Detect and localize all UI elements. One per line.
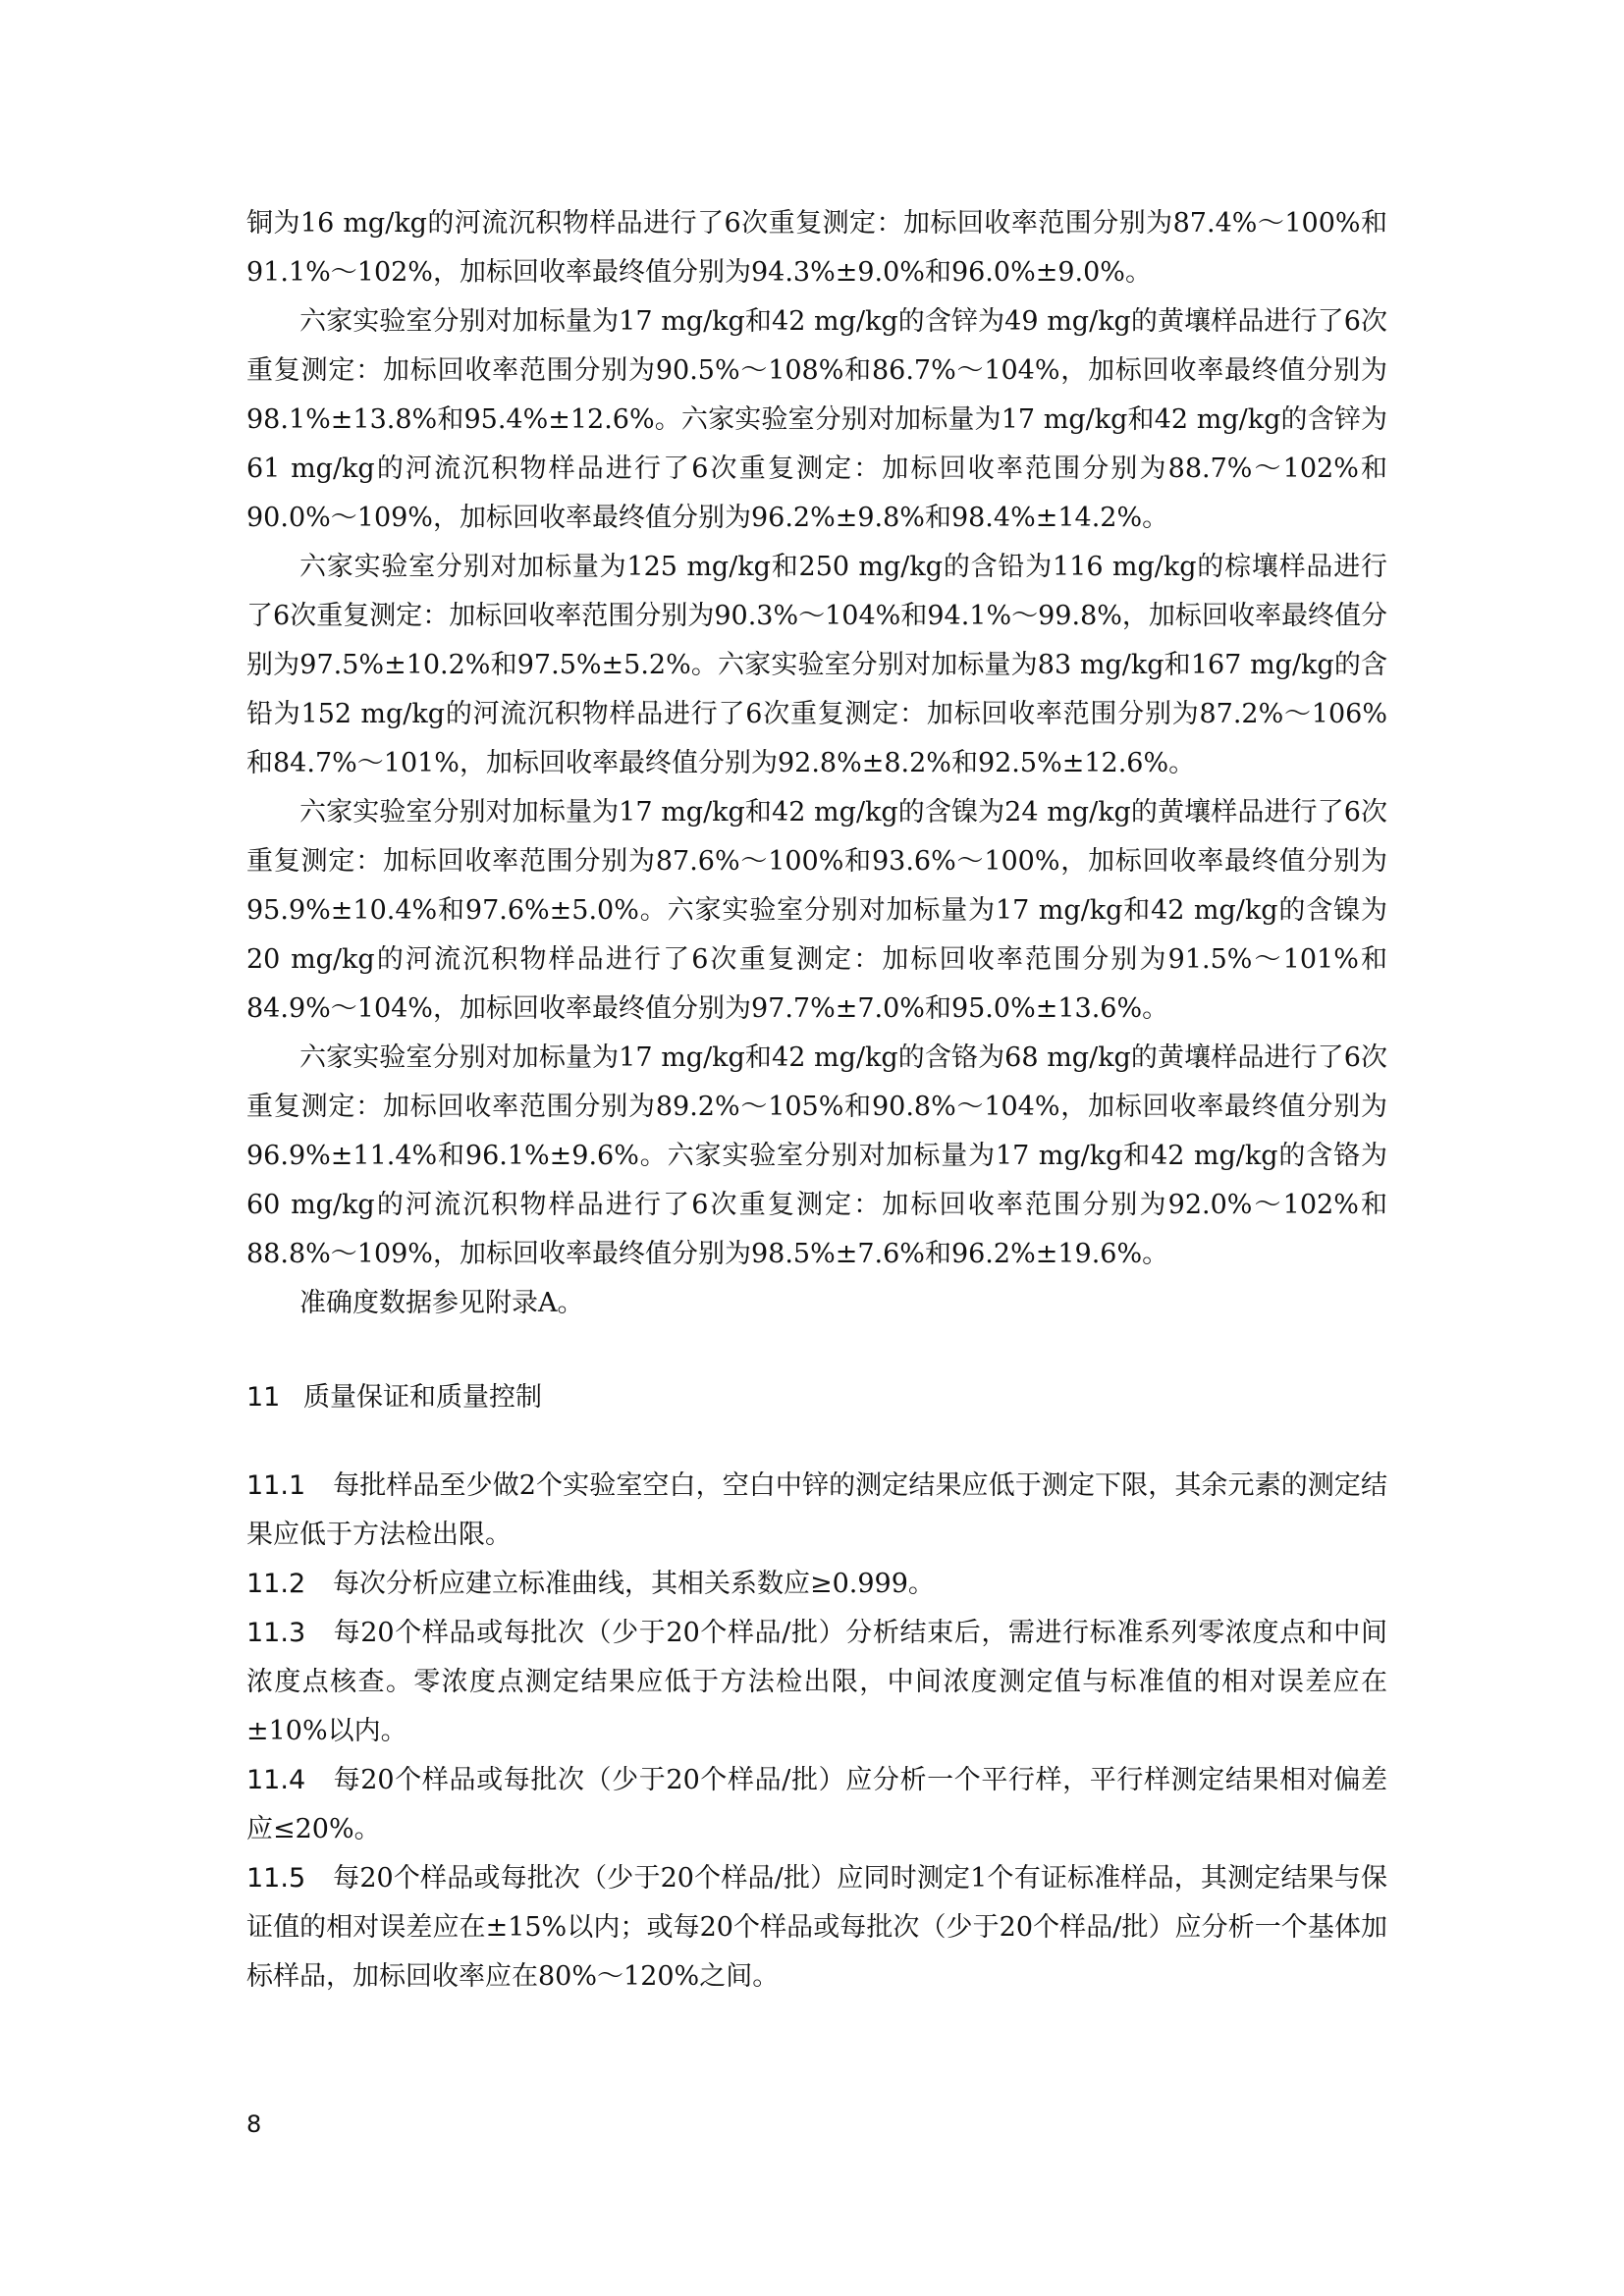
clause-text: 每批样品至少做2个实验室空白，空白中锌的测定结果应低于测定下限，其余元素的测定结果应低于方法检出限。 [246, 1470, 1387, 1550]
paragraph-zinc: 六家实验室分别对加标量为17 mg/kg和42 mg/kg的含锌为49 mg/kg的黄壤样品进行了6次重复测定：加标回收率范围分别为90.5%～108%和86.7%～104%，加标回收率最终值分别为98.1%±13.8%和95.4%±12.6%。六家实验室分别对加标量为17 mg/kg和42 mg/kg的含锌为61 mg/kg的河流沉积物样品进行了6次重复测定：加标回收率范围分别为88.7%～102%和90.0%～109%，加标回收率最终值分别为96.2%±9.8%和98.4%±14.2%。 [246, 306, 1387, 533]
clause-11-3 [246, 1609, 1387, 1756]
section-title: 质量保证和质量控制 [303, 1382, 542, 1413]
clause-text: 每次分析应建立标准曲线，其相关系数应≥0.999。 [333, 1569, 935, 1599]
page-body [246, 199, 1387, 2002]
clause-number: 11.2 [246, 1569, 306, 1599]
clause-number: 11.1 [246, 1470, 306, 1501]
clause-text: 每20个样品或每批次（少于20个样品/批）应分析一个平行样，平行样测定结果相对偏差应≤20%。 [246, 1765, 1387, 1844]
section-heading [246, 1373, 1387, 1422]
clause-number: 11.3 [246, 1618, 306, 1648]
paragraph-chromium: 六家实验室分别对加标量为17 mg/kg和42 mg/kg的含铬为68 mg/kg的黄壤样品进行了6次重复测定：加标回收率范围分别为89.2%～105%和90.8%～104%，加标回收率最终值分别为96.9%±11.4%和96.1%±9.6%。六家实验室分别对加标量为17 mg/kg和42 mg/kg的含铬为60 mg/kg的河流沉积物样品进行了6次重复测定：加标回收率范围分别为92.0%～102%和88.8%～109%，加标回收率最终值分别为98.5%±7.6%和96.2%±19.6%。 [246, 1042, 1387, 1269]
paragraph-nickel: 六家实验室分别对加标量为17 mg/kg和42 mg/kg的含镍为24 mg/kg的黄壤样品进行了6次重复测定：加标回收率范围分别为87.6%～100%和93.6%～100%，加标回收率最终值分别为95.9%±10.4%和97.6%±5.0%。六家实验室分别对加标量为17 mg/kg和42 mg/kg的含镍为20 mg/kg的河流沉积物样品进行了6次重复测定：加标回收率范围分别为91.5%～101%和84.9%～104%，加标回收率最终值分别为97.7%±7.0%和95.0%±13.6%。 [246, 797, 1387, 1024]
paragraph-lead: 六家实验室分别对加标量为125 mg/kg和250 mg/kg的含铅为116 mg/kg的棕壤样品进行了6次重复测定：加标回收率范围分别为90.3%～104%和94.1%～99.8%，加标回收率最终值分别为97.5%±10.2%和97.5%±5.2%。六家实验室分别对加标量为83 mg/kg和167 mg/kg的含铅为152 mg/kg的河流沉积物样品进行了6次重复测定：加标回收率范围分别为87.2%～106%和84.7%～101%，加标回收率最终值分别为92.8%±8.2%和92.5%±12.6%。 [246, 552, 1387, 778]
paragraph-copper-continued: 铜为16 mg/kg的河流沉积物样品进行了6次重复测定：加标回收率范围分别为87.4%～100%和91.1%～102%，加标回收率最终值分别为94.3%±9.0%和96.0%±9.0%。 [246, 208, 1387, 288]
clause-text: 每20个样品或每批次（少于20个样品/批）分析结束后，需进行标准系列零浓度点和中间浓度点核查。零浓度点测定结果应低于方法检出限，中间浓度测定值与标准值的相对误差应在±10%以内。 [246, 1618, 1387, 1746]
clause-number: 11.5 [246, 1863, 306, 1894]
clause-11-4 [246, 1756, 1387, 1854]
section-number: 11 [246, 1382, 281, 1413]
clause-11-5 [246, 1854, 1387, 2002]
page-number: 8 [246, 2110, 262, 2138]
clause-11-1 [246, 1462, 1387, 1560]
clause-11-2 [246, 1560, 1387, 1609]
clause-text: 每20个样品或每批次（少于20个样品/批）应同时测定1个有证标准样品，其测定结果与保证值的相对误差应在±15%以内；或每20个样品或每批次（少于20个样品/批）应分析一个基体加标样品，加标回收率应在80%～120%之间。 [246, 1863, 1387, 1992]
clause-number: 11.4 [246, 1765, 306, 1795]
paragraph-accuracy-reference: 准确度数据参见附录A。 [299, 1288, 584, 1318]
